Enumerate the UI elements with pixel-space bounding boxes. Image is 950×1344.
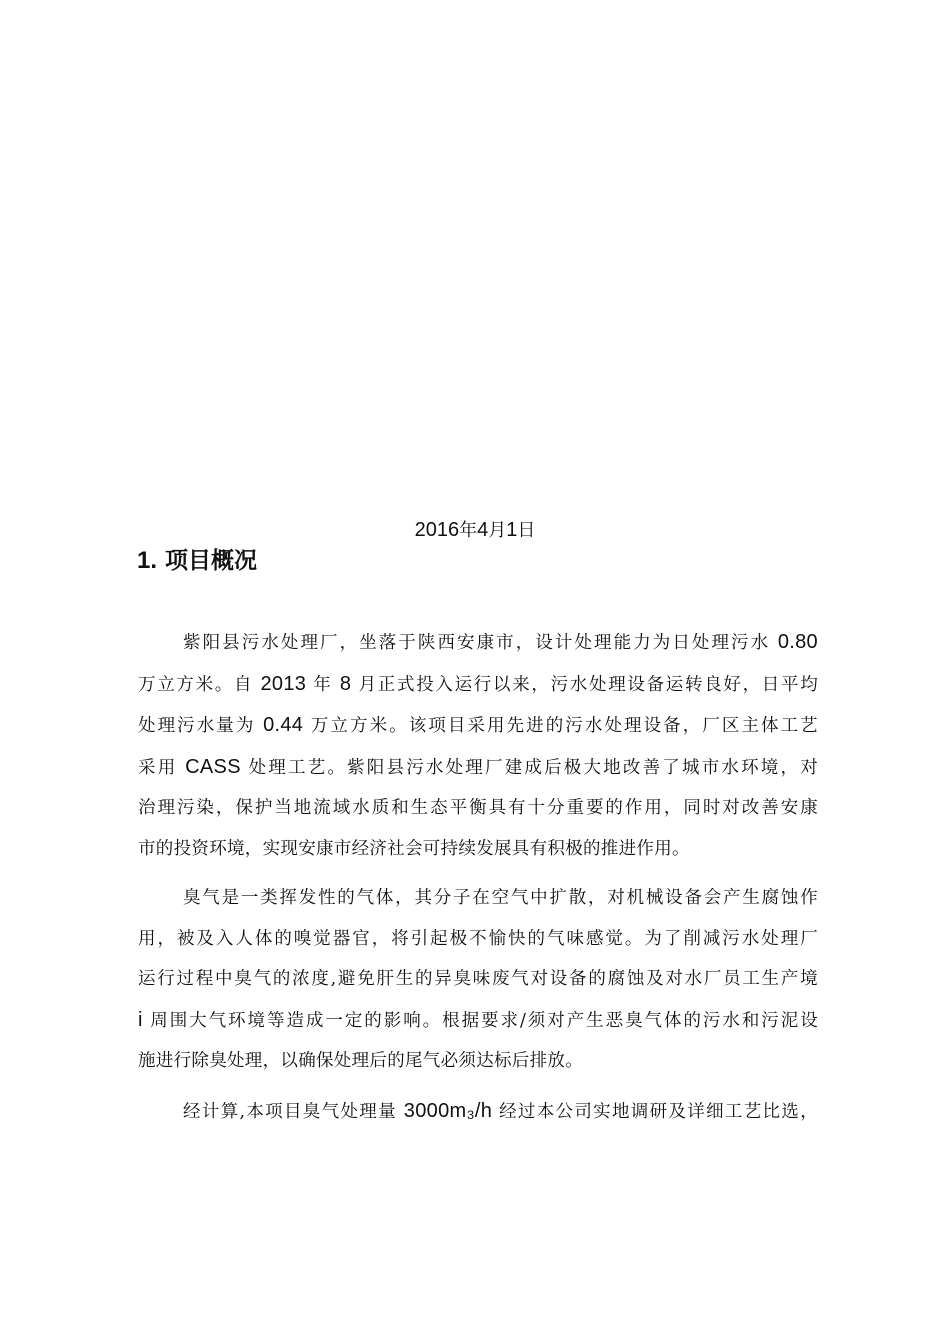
text-run: 臭气是一类挥发性的气体，其分子在空气中扩散，对机械设备会产生腐蚀作 [183,888,818,908]
inline-number: CASS [185,755,241,778]
text-run: 处理工艺。紫阳县污水处理厂建成后极大地改善了城市水环境，对 [240,757,819,778]
date-day: 1 [506,519,518,541]
section-title: 项目概况 [165,548,258,574]
paragraph-line [138,1041,818,1082]
paragraph-line [138,705,818,747]
text-run: 处理污水量为 [138,716,264,736]
date-year-suffix: 年 [459,520,478,541]
text-run: 月正式投入运行以来，污水处理设备运转良好，日平均 [351,674,818,695]
paragraph-line [138,622,818,664]
text-run: 市的投资环境，实现安康市经济社会可持续发展具有积极的推进作用。 [138,838,690,859]
text-run: 治理污染，保护当地流域水质和生态平衡具有十分重要的作用，同时对改善安康 [138,798,818,818]
paragraph-line [138,878,818,919]
date-month: 4 [477,519,489,541]
inline-number: i [138,1008,143,1031]
paragraph [138,622,818,869]
text-run: 周围大气环境等造成一定的影响。根据要求/须对产生恶臭气体的污水和污泥设 [142,1010,818,1031]
date-month-suffix: 月 [488,520,507,541]
text-run: 经过本公司实地调研及详细工艺比选， [492,1101,818,1122]
section-number: 1. [137,547,158,574]
paragraph-line [138,1091,818,1133]
paragraph [138,878,818,1082]
inline-number: 0.44 [263,714,304,736]
section-heading [137,545,257,577]
text-run: 施进行除臭处理，以确保处理后的尾气必须达标后排放。 [138,1051,583,1071]
date-day-suffix: 日 [517,520,536,541]
inline-number: 2013 [260,672,307,695]
document-date [0,517,950,544]
text-run: 经计算,本项目臭气处理量 [183,1101,404,1122]
body-text [138,622,818,1141]
paragraph-line [138,829,818,870]
text-run: 紫阳县污水处理厂，坐落于陕西安康市，设计处理能力为日处理污水 [183,633,778,653]
paragraph-line [138,664,818,706]
text-run: 运行过程中臭气的浓度,避免肝生的异臭味废气对设备的腐蚀及对水厂员工生产境 [138,969,818,989]
paragraph-line [138,959,818,1000]
text-run: 万立方米。自 [138,674,261,695]
inline-number: 8 [339,672,352,695]
text-run: 用，被及入人体的嗅觉器官，将引起极不愉快的气味感觉。为了削减污水处理厂 [138,928,818,949]
paragraph-line [138,1000,818,1042]
date-year: 2016 [414,519,460,541]
text-run: 万立方米。该项目采用先进的污水处理设备，厂区主体工艺 [303,716,818,736]
paragraph [138,1091,818,1133]
inline-number: 3000m₃/h [403,1099,493,1122]
inline-number: 0.80 [777,631,818,653]
text-run: 采用 [138,757,186,778]
paragraph-line [138,919,818,960]
paragraph-line [138,788,818,829]
text-run: 年 [306,674,340,695]
paragraph-line [138,747,818,789]
